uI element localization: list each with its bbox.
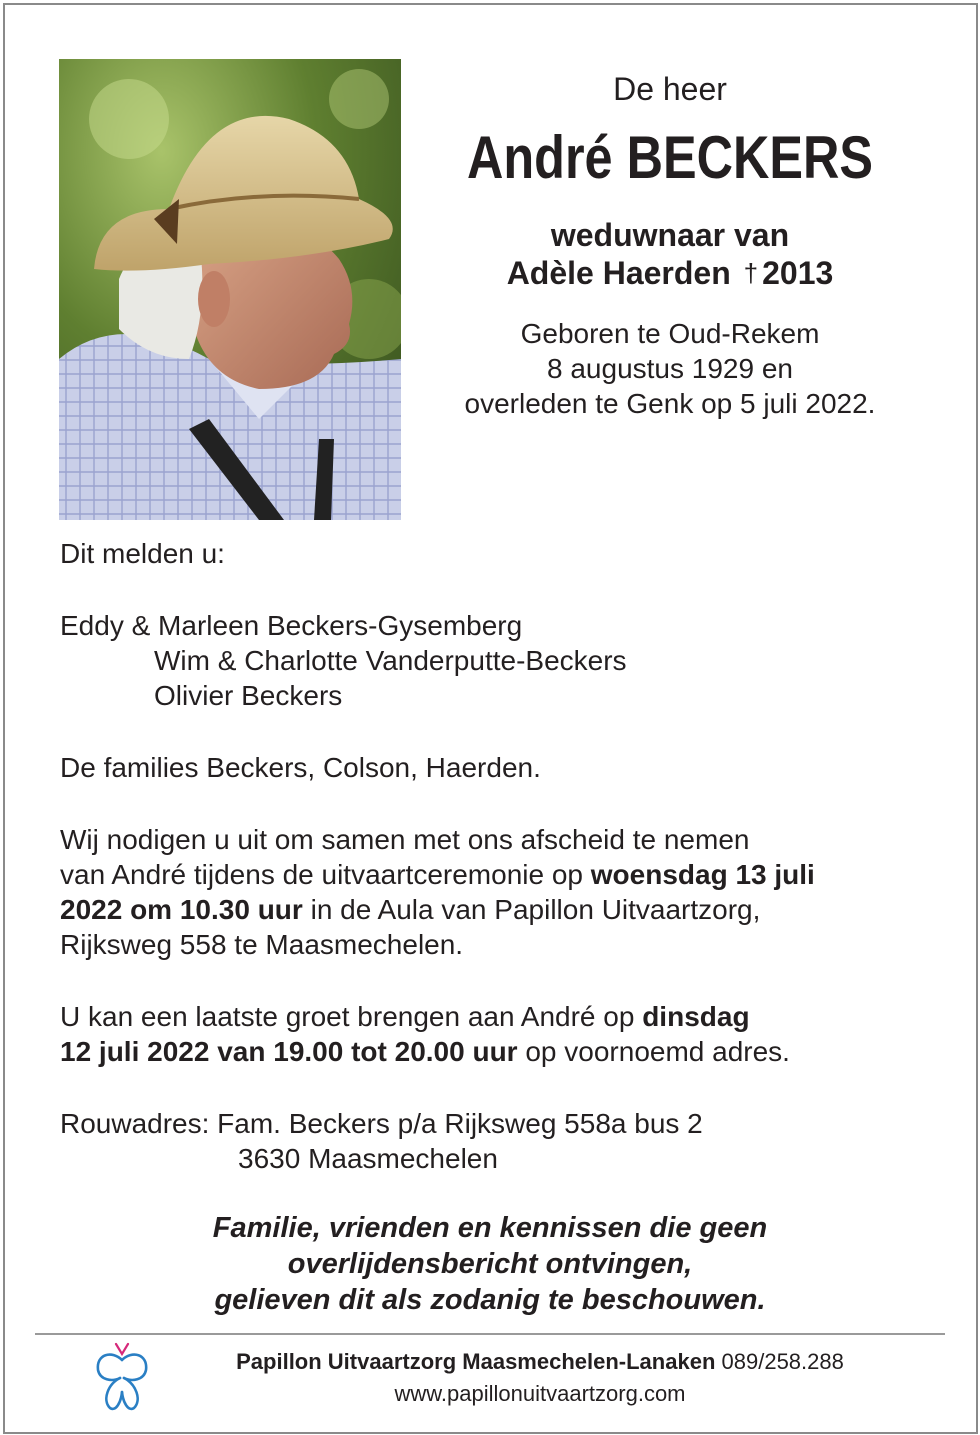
born-line-3: overleden te Genk op 5 juli 2022. (464, 388, 876, 419)
header-block (420, 60, 920, 421)
widow-label: weduwnaar van (550, 217, 790, 253)
ceremony-line-4: Rijksweg 558 te Maasmechelen. (60, 929, 464, 960)
footer (180, 1346, 900, 1410)
family-line: Eddy & Marleen Beckers-Gysemberg (60, 610, 523, 641)
families-line: De families Beckers, Colson, Haerden. (60, 752, 541, 783)
spouse-line (420, 254, 920, 294)
company-phone: 089/258.288 (721, 1349, 844, 1374)
cross-symbol: † (743, 258, 759, 288)
visit-line-2: 12 juli 2022 van 19.00 tot 20.00 uur op voornoemd adres. (60, 1036, 790, 1067)
born-line-1: Geboren te Oud-Rekem (520, 318, 820, 349)
title-prefix: De heer (613, 71, 727, 107)
closing-line-1: Familie, vrienden en kennissen die geen (212, 1212, 768, 1244)
family-child-line: Olivier Beckers (154, 680, 343, 711)
closing-line-3: gelieven dit als zodanig te beschouwen. (214, 1284, 766, 1316)
birth-death-info (420, 316, 920, 421)
ceremony-line-1: Wij nodigen u uit om samen met ons afscheid te nemen (60, 824, 750, 855)
born-line-2: 8 augustus 1929 en (547, 353, 793, 384)
footer-company-line (180, 1346, 900, 1378)
company-website[interactable]: www.papillonuitvaartzorg.com (394, 1381, 686, 1406)
footer-divider (35, 1333, 945, 1335)
visit-line-1: U kan een laatste groet brengen aan André op dinsdag (60, 1001, 750, 1032)
ceremony-line-3: 2022 om 10.30 uur in de Aula van Papillon Uitvaartzorg, (60, 894, 761, 925)
address-line-2: 3630 Maasmechelen (238, 1143, 498, 1174)
intro-line: Dit melden u: (60, 538, 225, 569)
deceased-name: André BECKERS (466, 124, 874, 191)
address-line-1: Rouwadres: Fam. Beckers p/a Rijksweg 558a bus 2 (60, 1108, 703, 1139)
spouse-year: 2013 (762, 255, 834, 291)
closing-note (60, 1210, 920, 1318)
family-child-line: Wim & Charlotte Vanderputte-Beckers (154, 645, 627, 676)
announcement-body (60, 536, 930, 1176)
portrait-photo (59, 59, 401, 520)
butterfly-logo-icon (92, 1340, 152, 1416)
company-name: Papillon Uitvaartzorg Maasmechelen-Lanaken (236, 1349, 716, 1374)
closing-line-2: overlijdensbericht ontvingen, (287, 1248, 693, 1280)
spouse-name: Adèle Haerden (506, 255, 731, 291)
ceremony-line-2: van André tijdens de uitvaartceremonie op woensdag 13 juli (60, 859, 815, 890)
